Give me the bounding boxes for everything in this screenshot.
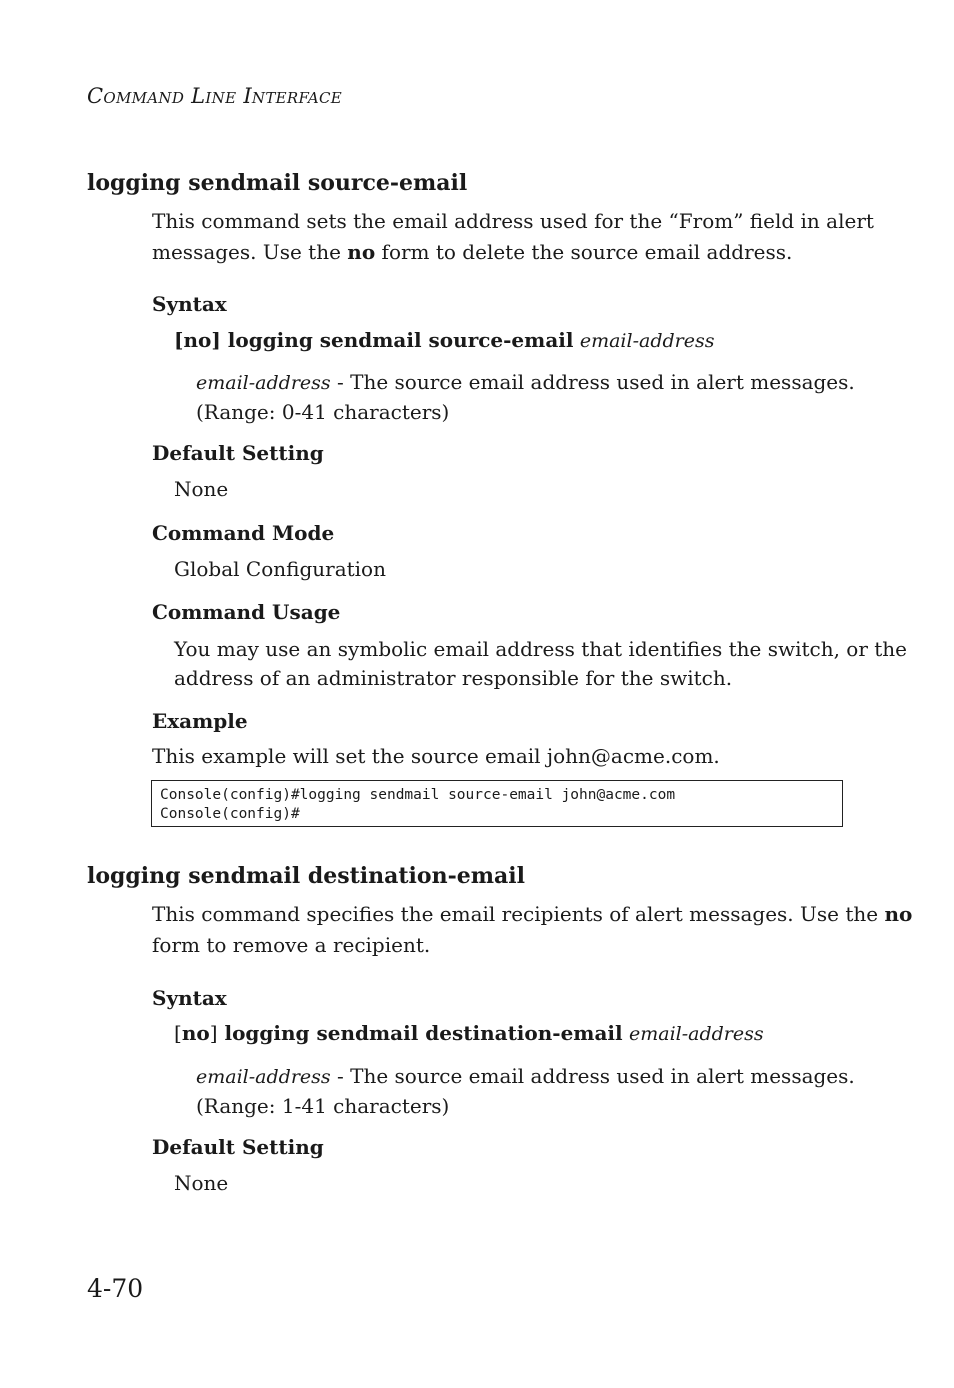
running-head: COMMAND LINE INTERFACE: [87, 84, 343, 108]
command-usage-heading: Command Usage: [152, 600, 341, 624]
syntax-heading: Syntax: [152, 986, 227, 1010]
code-example: Console(config)#logging sendmail source-email john@acme.com Console(config)#: [151, 780, 843, 827]
example-text: This example will set the source email john@acme.com.: [152, 744, 720, 768]
default-setting-heading: Default Setting: [152, 441, 324, 465]
description: This command sets the email address used for the “From” field in alert messages. Use the no form to delete the source email address.: [152, 209, 874, 264]
syntax-line: [no] logging sendmail source-email email-address: [174, 328, 715, 352]
section-title: logging sendmail source-email: [87, 170, 468, 196]
command-mode-value: Global Configuration: [174, 557, 386, 581]
parameter-description: email-address - The source email address used in alert messages. (Range: 0-41 characters): [196, 370, 855, 424]
example-heading: Example: [152, 709, 248, 733]
section-title: logging sendmail destination-email: [87, 863, 525, 889]
parameter-description: email-address - The source email address used in alert messages. (Range: 1-41 characters): [196, 1064, 855, 1118]
command-mode-heading: Command Mode: [152, 521, 335, 545]
syntax-line: [no] logging sendmail destination-email email-address: [174, 1021, 764, 1045]
command-usage-text: You may use an symbolic email address that identifies the switch, or the address of an administrator responsible for the switch.: [174, 637, 908, 690]
page-number: 4-70: [87, 1274, 144, 1303]
default-setting-heading: Default Setting: [152, 1135, 324, 1159]
syntax-heading: Syntax: [152, 292, 227, 316]
default-setting-value: None: [174, 477, 229, 501]
default-setting-value: None: [174, 1171, 229, 1195]
description: This command specifies the email recipients of alert messages. Use the no form to remove a recipient.: [152, 902, 913, 957]
